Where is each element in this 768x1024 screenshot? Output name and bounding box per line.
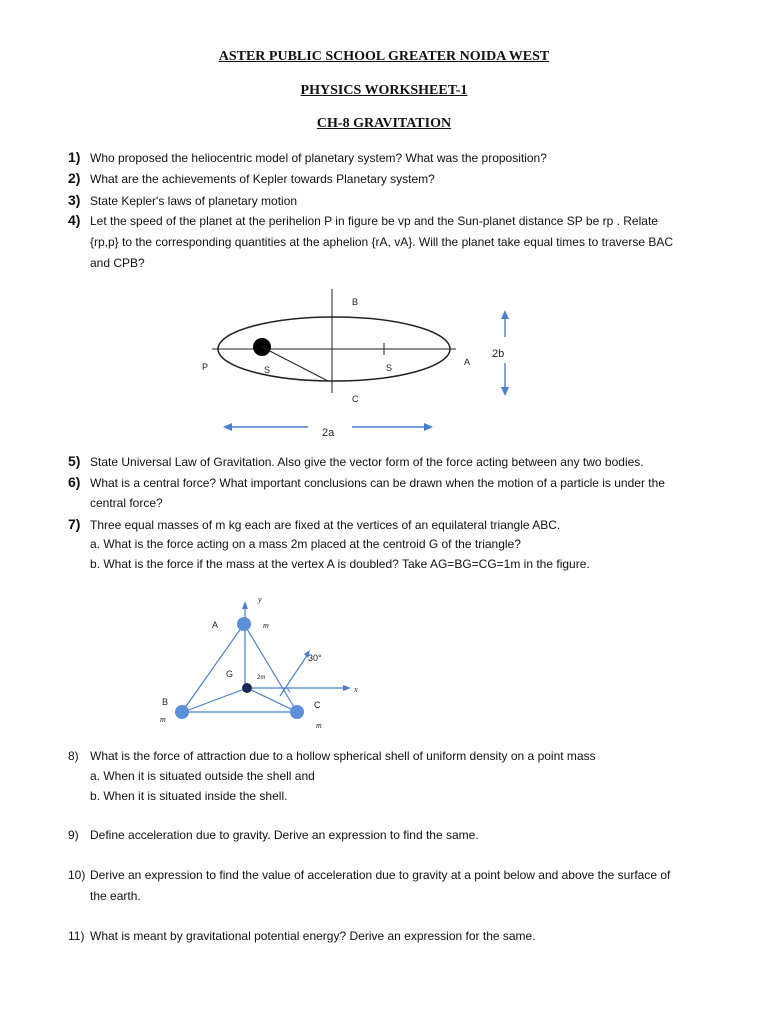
arrowhead-right [424,423,433,431]
angle-line [280,654,308,696]
question-number: 1) [68,149,81,165]
question-number: 7) [68,516,81,532]
question-text: and CPB? [90,256,145,270]
label-mA: m [263,621,269,630]
label-2a: 2a [322,427,335,439]
question-number: 9) [68,828,79,842]
question-text: What are the achievements of Kepler towards Planetary system? [90,172,435,186]
question-number: 10) [68,868,86,882]
label-y: y [258,595,262,604]
label-x: x [354,685,358,694]
label-mB: m [160,715,166,724]
orbit-figure [190,285,530,440]
label-B: B [352,297,359,307]
question-text: the earth. [90,889,141,903]
label-S-left: S [264,365,271,375]
label-2b: 2b [492,348,505,360]
school-name: ASTER PUBLIC SCHOOL GREATER NOIDA WEST [218,49,550,64]
line-GB [186,688,247,711]
line-GC [247,688,293,710]
label-P: P [202,362,209,372]
label-C: C [352,394,359,404]
side-AB [182,624,244,712]
mass-A [237,617,251,631]
question-text: {rp,p} to the corresponding quantities at the aphelion {rA, vA}. Will the planet take equal times to traverse BAC [90,235,674,249]
question-number: 11) [68,929,85,943]
label-mC: m [316,721,322,730]
question-text: Define acceleration due to gravity. Derive an expression to find the same. [90,828,479,842]
question-text: State Universal Law of Gravitation. Also give the vector form of the force acting between any two bodies. [90,455,644,469]
question-text: What is the force of attraction due to a hollow spherical shell of uniform density on a point mass [90,749,596,763]
label-angle: 30° [308,653,322,663]
label-G: G [226,669,234,679]
worksheet-title: PHYSICS WORKSHEET-1 [300,83,468,98]
question-number: 5) [68,453,81,469]
question-number: 6) [68,474,81,490]
mass-G [242,683,252,693]
question-text: What is meant by gravitational potential energy? Derive an expression for the same. [90,929,536,943]
label-A: A [464,357,471,367]
question-number: 2) [68,170,81,186]
triangle-figure [150,588,380,738]
question-text: b. When it is situated inside the shell. [90,789,288,803]
question-number: 3) [68,192,81,208]
arrowhead-down [501,387,509,396]
question-number: 8) [68,749,79,763]
mass-B [175,705,189,719]
question-text: b. What is the force if the mass at the vertex A is doubled? Take AG=BG=CG=1m in the figure. [90,557,590,571]
chapter-title: CH-8 GRAVITATION [316,116,452,131]
y-arrowhead [242,601,248,609]
question-text: What is a central force? What important conclusions can be drawn when the motion of a particle is under the [90,476,665,490]
arrowhead-left [223,423,232,431]
question-text: a. What is the force acting on a mass 2m placed at the centroid G of the triangle? [90,537,521,551]
label-B: B [162,697,169,707]
question-text: a. When it is situated outside the shell and [90,769,315,783]
mass-C [290,705,304,719]
question-text: Let the speed of the planet at the perihelion P in figure be vp and the Sun-planet distance SP be rp . Relate [90,214,658,228]
question-text: State Kepler's laws of planetary motion [90,194,298,208]
label-S-right: S [386,363,393,373]
question-number: 4) [68,212,81,228]
question-text: Who proposed the heliocentric model of planetary system? What was the proposition? [90,151,547,165]
label-C: C [314,700,321,710]
question-text: central force? [90,496,163,510]
question-text: Derive an expression to find the value of acceleration due to gravity at a point below and above the surface of [90,868,671,882]
label-A: A [212,620,219,630]
x-arrowhead [343,685,351,691]
label-2m: 2m [257,675,266,681]
question-text: Three equal masses of m kg each are fixed at the vertices of an equilateral triangle ABC. [90,518,561,532]
arrowhead-up [501,310,509,319]
